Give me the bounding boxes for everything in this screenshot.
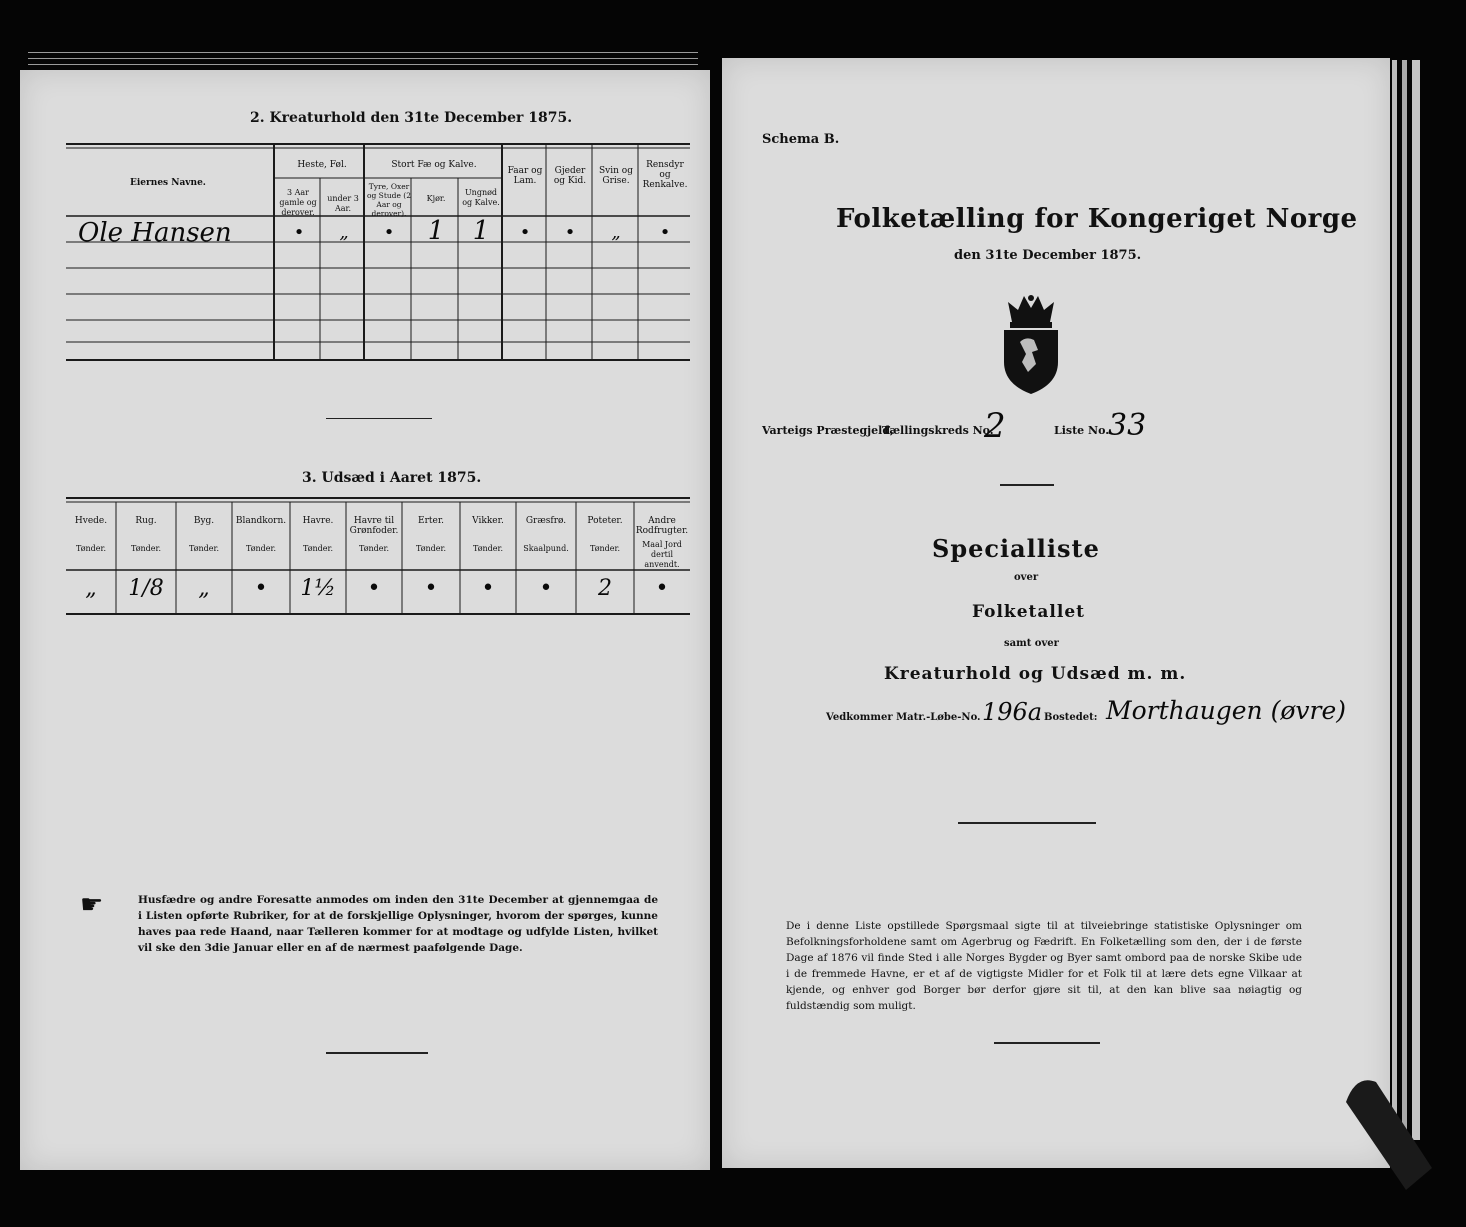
seed-unit: Tønder. (472, 544, 504, 553)
reindeer-value: • (659, 222, 671, 243)
seed-value: 1/8 (128, 576, 164, 601)
seed-header: Græsfrø. (525, 516, 567, 526)
kreaturhold-label: Kreaturhold og Udsæd m. m. (884, 664, 1187, 684)
cattle-young-value: 1 (472, 216, 490, 246)
seed-value: „ (85, 576, 97, 601)
seed-header: Rug. (135, 516, 157, 526)
goats-header: Gjeder og Kid. (553, 166, 587, 186)
district-value: 2 (984, 406, 1006, 446)
seed-unit: Skaalpund. (523, 544, 569, 553)
seed-unit: Tønder. (75, 544, 107, 553)
list-value: 33 (1108, 408, 1147, 443)
cattle-young-header: Ungnød og Kalve. (462, 188, 500, 207)
owner-header: Eiernes Navne. (130, 178, 206, 188)
list-label: Liste No. (1054, 424, 1110, 437)
matr-value: 196a (982, 698, 1043, 726)
left-page (20, 70, 710, 1170)
seed-value: • (539, 576, 553, 601)
seed-value: 2 (598, 576, 612, 601)
horses-young-header: under 3 Aar. (327, 194, 359, 213)
notice-text: Husfædre og andre Foresatte anmodes om inden den 31te December at gjennemgaa de i Listen opførte Rubriker, for at de forskjellige Oplysninger, hvorom der spørges, kunne haves paa rede Haand, naar Tælleren kommer for at modtage og udfylde Listen, hvilket vil ske den 3die Januar eller en af de nærmest paafølgende Dage. (138, 894, 658, 954)
seed-unit: Maal Jord dertil anvendt. (642, 540, 682, 569)
district-label: Tællingskreds No. (882, 424, 994, 437)
census-date: den 31te December 1875. (954, 248, 1142, 263)
seed-value: • (254, 576, 268, 601)
horses-young-value: „ (339, 222, 349, 243)
intro-text: De i denne Liste opstillede Spørgsmaal sigte til at tilveiebringe statistiske Oplysninger om Befolkningsforholdene samt om Agerbrug og Fædrift. En Folketælling som den, der i de første Dage af 1876 vil finde Sted i alle Norges Bygder og Byer samt ombord paa de norske Skibe ude i de fremmede Havne, er et af de vigtigste Midler for et Folk til at lære dets egne Vilkaar at kjende, og enhver god Borger bør derfor gjøre sit til, at den kan blive saa nøiagtig og fuldstændig som muligt. (786, 920, 1302, 1012)
seed-header: Blandkorn. (235, 516, 287, 526)
cattle-bulls-value: • (383, 222, 395, 243)
horses-header: Heste, Føl. (297, 160, 347, 170)
census-title: Folketælling for Kongeriget Norge (836, 204, 1358, 234)
cattle-bulls-header: Tyre, Oxer og Stude (2 Aar og derover). (366, 182, 411, 218)
divider (958, 822, 1096, 824)
horses-old-header: 3 Aar gamle og derover. (279, 188, 317, 217)
matr-label: Vedkommer Matr.-Løbe-No. (826, 712, 981, 723)
seed-value: 1½ (300, 576, 336, 601)
section3-title: 3. Udsæd i Aaret 1875. (302, 470, 482, 486)
divider (326, 418, 432, 419)
cattle-cows-value: 1 (427, 216, 445, 246)
seed-value: • (481, 576, 495, 601)
seed-value: • (424, 576, 438, 601)
bottom-divider (326, 1052, 428, 1054)
seed-value: • (367, 576, 381, 601)
bosted-value: Morthaugen (øvre) (1106, 696, 1347, 725)
seed-header: Havre. (302, 516, 334, 526)
right-page (722, 58, 1390, 1168)
seed-unit: Tønder. (130, 544, 162, 553)
reindeer-header: Rensdyr og Renkalve. (642, 160, 688, 190)
bosted-label: Bostedet: (1044, 712, 1098, 723)
seed-unit: Tønder. (358, 544, 390, 553)
seed-value: „ (198, 576, 210, 601)
parish-label: Varteigs Præstegjeld, (762, 424, 894, 437)
section2-title: 2. Kreaturhold den 31te December 1875. (250, 110, 573, 126)
seed-header: Hvede. (74, 516, 108, 526)
seed-header: Poteter. (587, 516, 623, 526)
special-list-title: Specialliste (932, 534, 1100, 563)
seed-unit: Tønder. (188, 544, 220, 553)
samt-over-label: samt over (1004, 638, 1059, 649)
seed-header: Havre til Grønfoder. (349, 516, 399, 536)
divider (1000, 484, 1054, 486)
cattle-header: Stort Fæ og Kalve. (391, 160, 477, 170)
sheep-header: Faar og Lam. (507, 166, 543, 186)
seed-header: Byg. (193, 516, 215, 526)
seed-unit: Tønder. (415, 544, 447, 553)
seed-unit: Tønder. (302, 544, 334, 553)
pointing-hand-icon: ☛ (80, 890, 104, 920)
seed-value: • (655, 576, 669, 601)
seed-unit: Tønder. (245, 544, 277, 553)
seed-header: Vikker. (472, 516, 504, 526)
folketallet-label: Folketallet (972, 602, 1085, 622)
cattle-cows-header: Kjør. (426, 194, 446, 203)
pigs-value: „ (611, 222, 621, 243)
over-label: over (1014, 572, 1039, 583)
horses-old-value: • (293, 222, 305, 243)
sheep-value: • (519, 222, 531, 243)
seed-header: Erter. (418, 516, 444, 526)
bottom-divider (994, 1042, 1100, 1044)
page-clip-icon (1336, 1072, 1436, 1192)
seed-header: Andre Rodfrugter. (635, 516, 689, 536)
goats-value: • (564, 222, 576, 243)
coat-of-arms-icon (998, 292, 1064, 396)
seed-unit: Tønder. (589, 544, 621, 553)
pigs-header: Svin og Grise. (599, 166, 633, 186)
schema-label: Schema B. (762, 132, 840, 147)
owner-name-handwritten: Ole Hansen (78, 218, 232, 248)
